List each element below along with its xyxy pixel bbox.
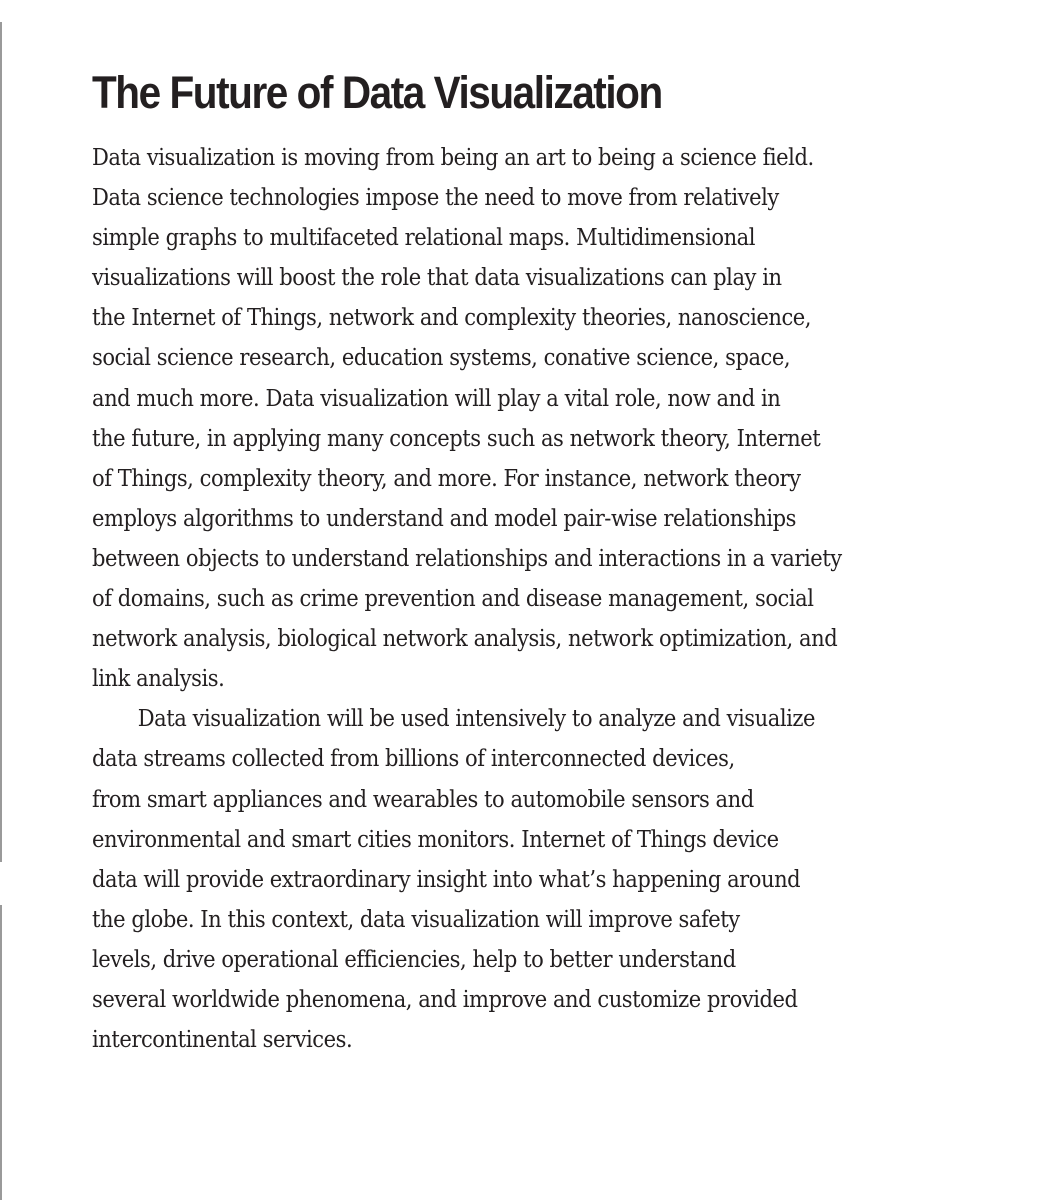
page-edge-line-bottom xyxy=(0,905,2,1200)
text-line: and much more. Data visualization will play a vital role, now and in xyxy=(92,385,781,412)
text-line: the future, in applying many concepts such as network theory, Internet xyxy=(92,425,821,452)
text-line: visualizations will boost the role that data visualizations can play in xyxy=(92,265,782,292)
paragraph-2 xyxy=(92,699,972,1060)
text-line: the Internet of Things, network and complexity theories, nanoscience, xyxy=(92,305,812,332)
text-line: of Things, complexity theory, and more. For instance, network theory xyxy=(92,465,801,492)
text-line: simple graphs to multifaceted relational maps. Multidimensional xyxy=(92,225,756,252)
text-line: intercontinental services. xyxy=(92,1027,353,1054)
text-line-indented: Data visualization will be used intensively to analyze and visualize xyxy=(137,706,815,733)
text-line: levels, drive operational efficiencies, help to better understand xyxy=(92,946,736,973)
text-line: of domains, such as crime prevention and disease management, social xyxy=(92,586,814,613)
text-line: the globe. In this context, data visualization will improve safety xyxy=(92,906,740,933)
text-line: network analysis, biological network analysis, network optimization, and xyxy=(92,626,838,653)
document-page xyxy=(92,62,972,1060)
text-line: link analysis. xyxy=(92,666,225,693)
text-line: from smart appliances and wearables to automobile sensors and xyxy=(92,786,754,813)
text-line: data streams collected from billions of interconnected devices, xyxy=(92,746,735,773)
text-line: employs algorithms to understand and model pair-wise relationships xyxy=(92,505,796,532)
text-line: Data science technologies impose the need to move from relatively xyxy=(92,185,779,212)
text-line: Data visualization is moving from being an art to being a science field. xyxy=(92,145,814,171)
text-line: several worldwide phenomena, and improve and customize provided xyxy=(92,986,798,1013)
section-heading: The Future of Data Visualization xyxy=(92,67,662,118)
paragraph-1 xyxy=(92,138,972,699)
page-edge-line-top xyxy=(0,22,2,862)
text-line: between objects to understand relationships and interactions in a variety xyxy=(92,545,842,572)
text-line: social science research, education systems, conative science, space, xyxy=(92,345,791,372)
text-line: data will provide extraordinary insight into what’s happening around xyxy=(92,866,801,893)
text-line: environmental and smart cities monitors. Internet of Things device xyxy=(92,826,779,853)
